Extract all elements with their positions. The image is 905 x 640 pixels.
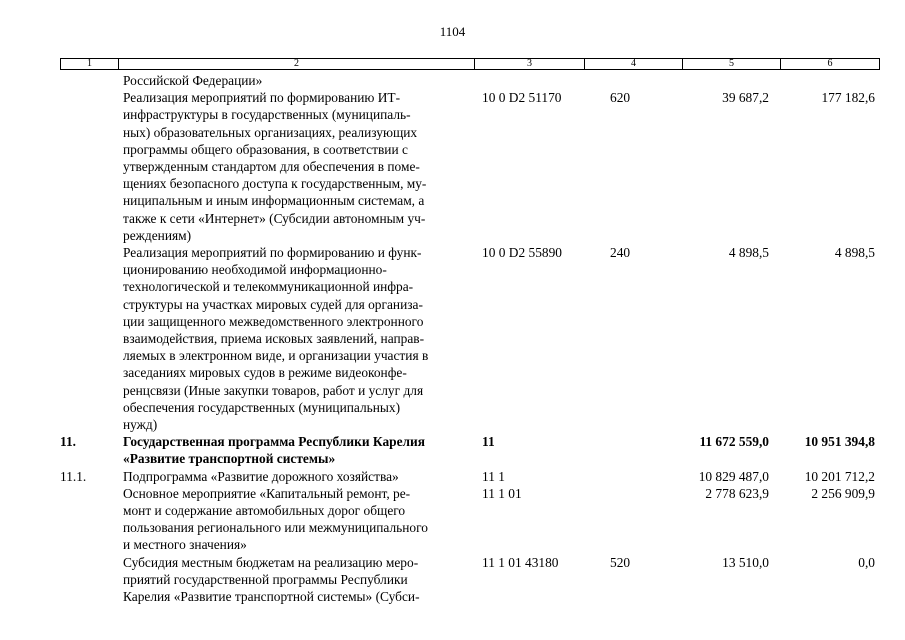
row-amount-1: 10 829 487,0	[698, 468, 769, 484]
description-line: ренцсвязи (Иные закупки товаров, работ и услуг для	[123, 382, 424, 398]
row-description	[123, 485, 475, 554]
table-body	[0, 72, 905, 605]
row-description	[123, 554, 475, 606]
row-number: 11.1.	[60, 468, 87, 484]
description-line: Государственная программа Республики Карелия	[123, 434, 426, 450]
table-header	[60, 58, 880, 70]
description-line: ных) образовательных организациях, реализующих	[123, 124, 418, 140]
description-line: программы общего образования, в соответствии с	[123, 141, 408, 157]
row-description	[123, 433, 475, 467]
description-line: Основное мероприятие «Капитальный ремонт, ре-	[123, 485, 411, 501]
description-line: приятий государственной программы Республики	[123, 571, 408, 587]
row-description	[123, 244, 475, 433]
header-col-3: 3	[475, 59, 585, 69]
row-description	[123, 72, 475, 89]
row-amount-2: 2 256 909,9	[811, 485, 875, 501]
row-description	[123, 468, 475, 485]
description-line: ции защищенного межведомственного электронного	[123, 313, 424, 329]
table-row	[0, 468, 905, 485]
description-line: пользования регионального или межмуниципального	[123, 520, 428, 536]
description-line: также к сети «Интернет» (Субсидии автономным уч-	[123, 210, 426, 226]
row-code: 10 0 D2 51170	[482, 90, 562, 106]
row-code: 11 1	[482, 468, 505, 484]
description-line: взаимодействия, приема исковых заявлений, направ-	[123, 331, 425, 347]
description-line: щениях безопасного доступа к государственным, му-	[123, 176, 427, 192]
row-code: 11 1 01	[482, 485, 522, 501]
row-amount-2: 0,0	[858, 554, 875, 570]
row-number: 11.	[60, 434, 76, 450]
row-amount-1: 11 672 559,0	[699, 434, 769, 450]
description-line: Карелия «Развитие транспортной системы» (Субси-	[123, 589, 420, 605]
description-line: Реализация мероприятий по формированию ИТ-	[123, 90, 401, 106]
header-col-4: 4	[585, 59, 683, 69]
table-row	[0, 554, 905, 606]
table-row	[0, 244, 905, 433]
row-code: 11 1 01 43180	[482, 554, 559, 570]
description-line: ционированию необходимой информационно-	[123, 262, 387, 278]
row-expense-type: 520	[610, 554, 631, 570]
row-expense-type: 620	[610, 90, 631, 106]
description-line: Российской Федерации»	[123, 73, 263, 88]
row-amount-2: 4 898,5	[834, 245, 875, 261]
row-amount-1: 4 898,5	[728, 245, 769, 261]
description-line: «Развитие транспортной системы»	[123, 451, 336, 467]
description-line: Субсидия местным бюджетам на реализацию меро-	[123, 554, 419, 570]
row-amount-2: 10 201 712,2	[804, 468, 875, 484]
header-col-1: 1	[61, 59, 119, 69]
row-amount-1: 2 778 623,9	[705, 485, 769, 501]
description-line: нужд)	[123, 417, 158, 433]
header-col-6: 6	[827, 58, 833, 69]
description-line: реждениям)	[123, 227, 192, 243]
row-description	[123, 89, 475, 244]
description-line: технологической и телекоммуникационной инфра-	[123, 279, 414, 295]
table-row	[0, 72, 905, 89]
description-line: структуры на участках мировых судей для организа-	[123, 296, 423, 312]
description-line: монт и содержание автомобильных дорог общего	[123, 503, 406, 519]
row-expense-type: 240	[610, 245, 631, 261]
description-line: инфраструктуры в государственных (муниципаль-	[123, 107, 411, 123]
table-row	[0, 89, 905, 244]
table-row	[0, 485, 905, 554]
row-amount-1: 39 687,2	[722, 90, 769, 106]
row-code: 11	[482, 434, 495, 450]
description-line: Реализация мероприятий по формированию и функ-	[123, 245, 422, 261]
description-line: ляемых в электронном виде, и организации участия в	[123, 348, 429, 364]
description-line: утвержденным стандартом для обеспечения в поме-	[123, 159, 420, 175]
row-amount-1: 13 510,0	[722, 554, 769, 570]
page-number: 1104	[439, 24, 466, 39]
header-col-2: 2	[119, 59, 475, 69]
description-line: обеспечения государственных (муниципальных)	[123, 399, 401, 415]
row-amount-2: 177 182,6	[821, 90, 875, 106]
row-code: 10 0 D2 55890	[482, 245, 562, 261]
header-col-5: 5	[683, 59, 781, 69]
row-amount-2: 10 951 394,8	[804, 434, 875, 450]
description-line: и местного значения»	[123, 537, 247, 553]
description-line: ниципальным и иным информационным системам, а	[123, 193, 425, 209]
description-line: Подпрограмма «Развитие дорожного хозяйства»	[123, 468, 399, 484]
table-row	[0, 433, 905, 467]
description-line: заседаниях мировых судов в режиме видеоконфе-	[123, 365, 407, 381]
